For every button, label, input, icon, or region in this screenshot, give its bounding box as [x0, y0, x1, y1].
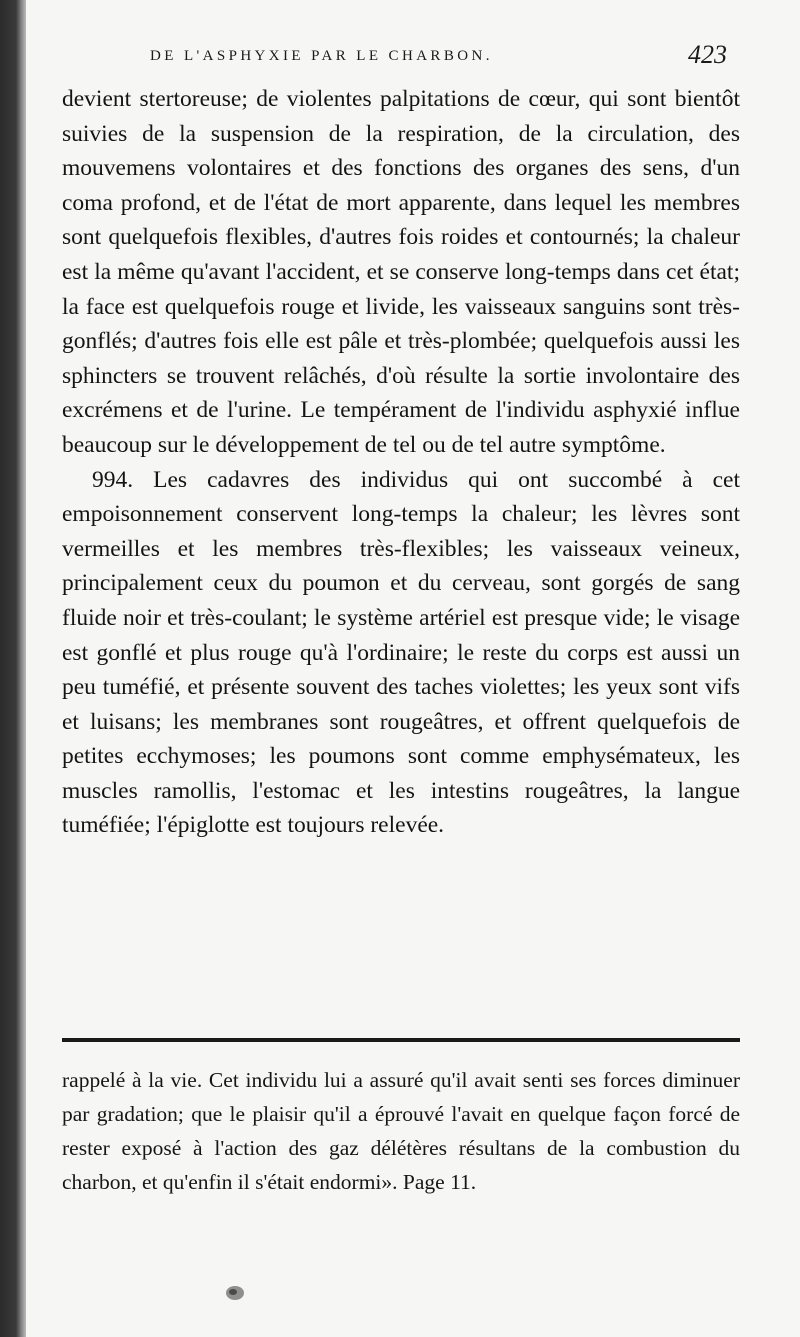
paragraph-number: 994. — [92, 466, 134, 493]
main-text — [62, 82, 740, 843]
paragraph-text: Les cadavres des individus qui ont succombé à cet empoisonnement conservent long-temps la chaleur; les lèvres sont vermeilles et les membres très-flexibles; les vaisseaux veineux, principalement ceux du poumon et du cerveau, sont gorgés de sang fluide noir et très-coulant; le système artériel est presque vide; le visage est gonflé et plus rouge qu'à l'ordinaire; le reste du corps est aussi un peu tuméfié, et présente souvent des taches violettes; les yeux sont vifs et luisans; les membranes sont rougeâtres, et offrent quelquefois de petites ecchymoses; les poumons sont comme emphysémateux, les muscles ramollis, l'estomac et les intestins rougeâtres, la langue tuméfiée; l'épiglotte est toujours relevée. — [62, 466, 740, 839]
running-header: DE L'ASPHYXIE PAR LE CHARBON. — [150, 48, 493, 64]
ink-blot — [224, 1283, 246, 1303]
footnote — [62, 1063, 740, 1199]
footnote-separator — [62, 1038, 740, 1042]
footnote-text: rappelé à la vie. Cet individu lui a assuré qu'il avait senti ses forces diminuer par gradation; que le plaisir qu'il a éprouvé l'avait en quelque façon forcé de rester exposé à l'action des gaz délétères résultans de la combustion du charbon, et qu'enfin il s'était endormi». Page 11. — [62, 1068, 740, 1194]
paragraph-994 — [62, 463, 740, 844]
page-number: 423 — [688, 40, 727, 69]
paragraph: devient stertoreuse; de violentes palpitations de cœur, qui sont bientôt suivies de la suspension de la respiration, de la circulation, des mouvemens volontaires et des fonctions des organes des sens, d'un coma profond, et de l'état de mort apparente, dans lequel les membres sont quelquefois flexibles, d'autres fois roides et contournés; la chaleur est la même qu'avant l'accident, et se conserve long-temps dans cet état; la face est quelquefois rouge et livide, les vaisseaux sanguins sont très-gonflés; d'autres fois elle est pâle et très-plombée; quelquefois aussi les sphincters se trouvent relâchés, d'où résulte la sortie involontaire des excrémens et de l'urine. Le tempérament de l'individu asphyxié influe beaucoup sur le développement de tel ou de tel autre symptôme. — [62, 86, 740, 458]
